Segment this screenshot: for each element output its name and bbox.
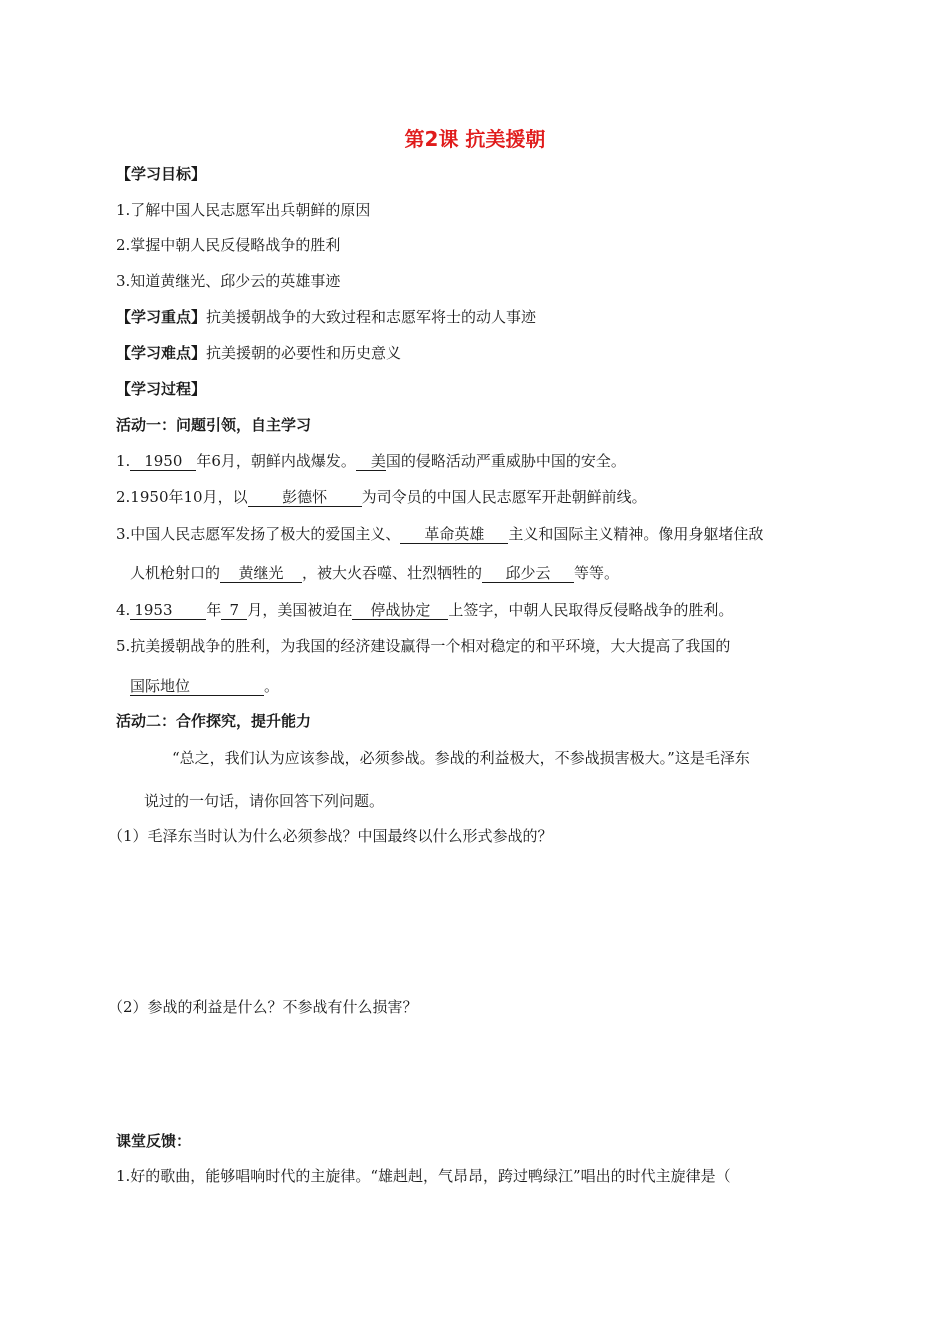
activity1-heading: 活动一：问题引领，自主学习 bbox=[116, 416, 312, 434]
answer-blank: 美 bbox=[356, 452, 386, 471]
difficulty-label: 【学习难点】 bbox=[116, 344, 207, 362]
key-point bbox=[116, 307, 536, 327]
feedback-question-1: 1.好的歌曲，能够唱响时代的主旋律。“雄赳赳，气昂昂，跨过鸭绿江”唱出的时代主旋律是（ bbox=[116, 1167, 731, 1185]
question-text: 月，美国被迫在 bbox=[247, 601, 353, 619]
question-5-cont bbox=[130, 676, 279, 696]
question-2 bbox=[116, 487, 647, 507]
answer-blank: 邱少云 bbox=[482, 564, 574, 583]
question-text: 人机枪射口的 bbox=[130, 564, 221, 582]
difficulty-text: 抗美援朝的必要性和历史意义 bbox=[206, 344, 402, 362]
question-text: 上签字，中朝人民取得反侵略战争的胜利。 bbox=[448, 601, 734, 619]
activity2-heading: 活动二：合作探究，提升能力 bbox=[116, 712, 312, 730]
question-3-cont bbox=[130, 563, 619, 583]
quote-line: “总之，我们认为应该参战，必须参战。参战的利益极大，不参战损害极大。”这是毛泽东 bbox=[172, 749, 750, 767]
answer-blank: 1950 bbox=[130, 452, 196, 471]
question-5: 5.抗美援朝战争的胜利，为我国的经济建设赢得一个相对稳定的和平环境，大大提高了我国的 bbox=[116, 637, 731, 655]
page-title: 第2课 抗美援朝 bbox=[404, 127, 546, 151]
question-text: 3.中国人民志愿军发扬了极大的爱国主义、 bbox=[116, 525, 401, 543]
key-point-label: 【学习重点】 bbox=[116, 308, 207, 326]
answer-blank: 黄继光 bbox=[220, 564, 302, 583]
question-text: 主义和国际主义精神。像用身躯堵住敌 bbox=[508, 525, 764, 543]
answer-blank: 革命英雄 bbox=[400, 525, 508, 544]
question-text: 2.1950年10月，以 bbox=[116, 488, 248, 506]
answer-blank: 国际地位 bbox=[130, 677, 264, 696]
question-number: 4. bbox=[116, 601, 131, 619]
objective-item: 2.掌握中朝人民反侵略战争的胜利 bbox=[116, 236, 341, 254]
answer-blank: 7 bbox=[221, 601, 247, 620]
objective-item: 1.了解中国人民志愿军出兵朝鲜的原因 bbox=[116, 201, 371, 219]
objective-item: 3.知道黄继光、邱少云的英雄事迹 bbox=[116, 272, 341, 290]
quote-line: 说过的一句话，请你回答下列问题。 bbox=[144, 792, 385, 810]
discussion-question-2: （2）参战的利益是什么？不参战有什么损害？ bbox=[108, 998, 418, 1016]
question-number: 1. bbox=[116, 452, 131, 470]
question-1 bbox=[116, 451, 626, 471]
question-text: 为司令员的中国人民志愿军开赴朝鲜前线。 bbox=[361, 488, 647, 506]
feedback-heading: 课堂反馈： bbox=[116, 1132, 192, 1150]
answer-blank: 停战协定 bbox=[352, 601, 448, 620]
difficulty bbox=[116, 343, 401, 363]
question-text: 等等。 bbox=[574, 564, 620, 582]
question-text: ，被大火吞噬、壮烈牺牲的 bbox=[302, 564, 483, 582]
question-3 bbox=[116, 524, 763, 544]
objectives-heading: 【学习目标】 bbox=[116, 165, 207, 183]
question-text: 年 bbox=[206, 601, 222, 619]
question-text: 国的侵略活动严重威胁中国的安全。 bbox=[385, 452, 626, 470]
discussion-question-1: （1）毛泽东当时认为什么必须参战？中国最终以什么形式参战的？ bbox=[108, 827, 553, 845]
answer-blank: 1953 bbox=[130, 601, 206, 620]
answer-blank: 彭德怀 bbox=[248, 488, 362, 507]
question-text: 。 bbox=[264, 677, 280, 695]
question-text: 年6月，朝鲜内战爆发。 bbox=[196, 452, 356, 470]
key-point-text: 抗美援朝战争的大致过程和志愿军将士的动人事迹 bbox=[206, 308, 537, 326]
process-heading: 【学习过程】 bbox=[116, 380, 207, 398]
question-4 bbox=[116, 600, 733, 620]
